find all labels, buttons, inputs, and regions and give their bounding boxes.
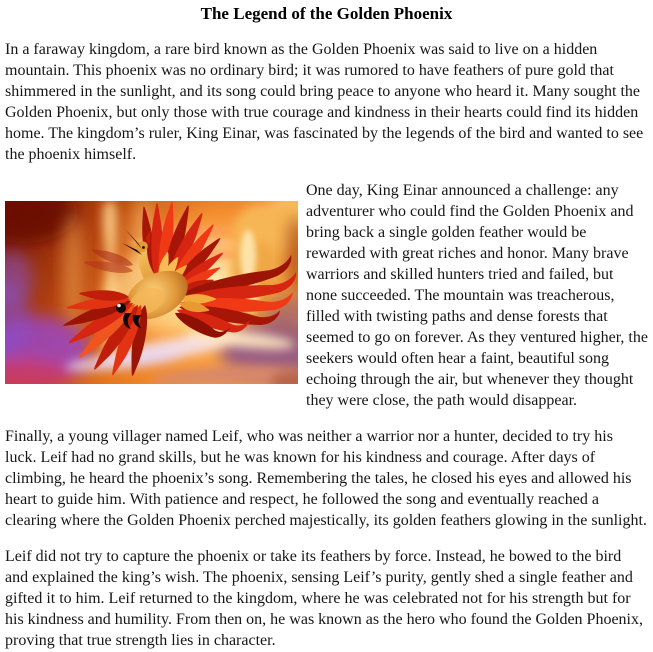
paragraph-challenge: One day, King Einar announced a challenge: any adventurer who could find the Golden Phoenix and bring back a single golden feather would be rewarded with great riches and honor. Many brave warriors and skilled hunters tried and failed, but none succeeded. The mountain was treacherous, filled with twisting paths and dense forests that seemed to go on forever. As they ventured higher, the seekers would often hear a faint, beautiful song echoing through the air, but whenever they thought they were close, the path would disappear. (306, 182, 648, 409)
document-title: The Legend of the Golden Phoenix (200, 4, 453, 23)
paragraph-with-image-row (5, 180, 648, 411)
phoenix-illustration (5, 201, 298, 384)
paragraph-leif-journey: Finally, a young villager named Leif, who was neither a warrior nor a hunter, decided to try his luck. Leif had no grand skills, but he was known for his kindness and courage. After days of climbing, he heard the phoenix’s song. Remembering the tales, he closed his eyes and allowed his heart to guide him. With patience and respect, he followed the song and eventually reached a clearing where the Golden Phoenix perched majestically, its golden feathers glowing in the sunlight. (5, 428, 647, 529)
paragraph-conclusion: Leif did not try to capture the phoenix or take its feathers by force. Instead, he bowed to the bird and explained the king’s wish. The phoenix, sensing Leif’s purity, gently shed a single feather and gifted it to him. Leif returned to the kingdom, where he was celebrated not for his strength but for his kindness and humility. From then on, he was known as the hero who found the Golden Phoenix, proving that true strength lies in character. (5, 548, 643, 649)
paragraph-intro: In a faraway kingdom, a rare bird known as the Golden Phoenix was said to live on a hidden mountain. This phoenix was no ordinary bird; it was rumored to have feathers of pure gold that shimmered in the sunlight, and its song could bring peace to anyone who heard it. Many sought the Golden Phoenix, but only those with true courage and kindness in their hearts could find its hidden home. The kingdom’s ruler, King Einar, was fascinated by the legends of the bird and wanted to see the phoenix himself. (5, 41, 644, 163)
phoenix-image (5, 201, 298, 384)
